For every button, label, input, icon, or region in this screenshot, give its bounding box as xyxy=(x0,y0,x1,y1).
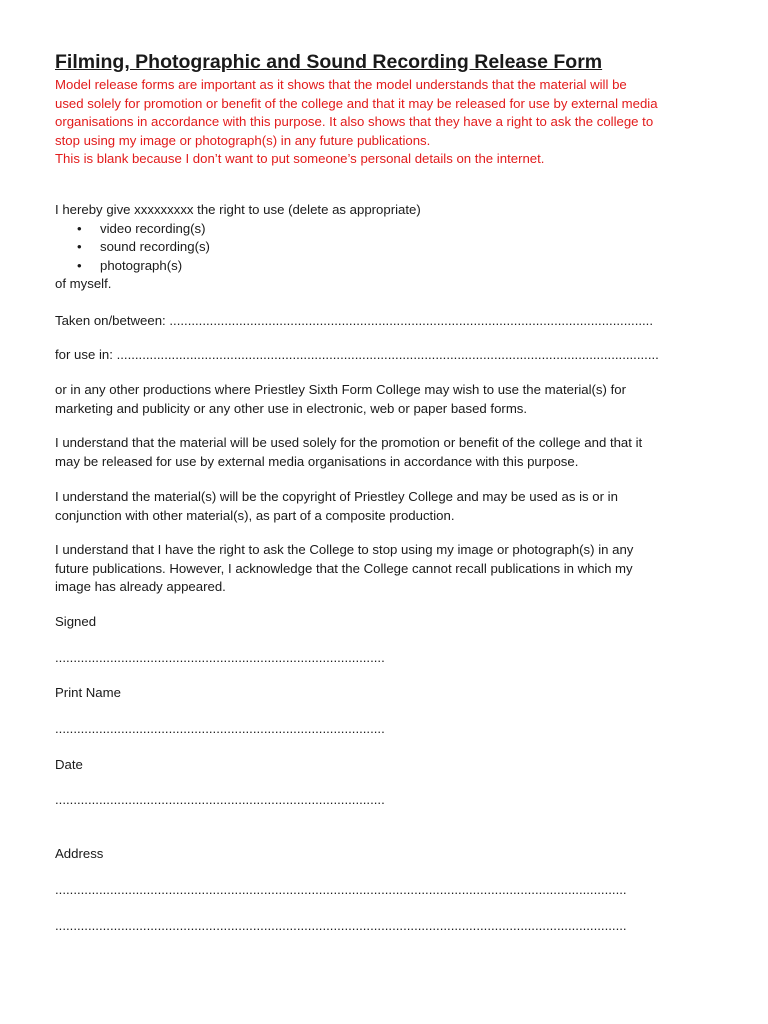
of-myself-text: of myself. xyxy=(55,276,112,291)
release-form xyxy=(55,50,715,933)
address-label: Address xyxy=(55,846,104,861)
note-line: used solely for promotion or benefit of the college and that it may be released for use by external media xyxy=(55,95,658,111)
note-line: stop using my image or photograph(s) in any future publications. xyxy=(55,132,431,148)
paragraph-line: image has already appeared. xyxy=(55,579,226,594)
paragraph-line: or in any other productions where Priestley Sixth Form College may wish to use the material(s) for xyxy=(55,382,626,397)
print-name-label: Print Name xyxy=(55,685,121,700)
option-sound: • sound recording(s) xyxy=(77,238,421,257)
paragraph-line: may be released for use by external media organisations in accordance with this purpose. xyxy=(55,453,579,469)
red-note xyxy=(55,76,715,169)
taken-on-field[interactable]: Taken on/between: .................................................................................................................................... xyxy=(55,313,654,328)
option-video: • video recording(s) xyxy=(77,220,421,239)
for-use-in-field[interactable]: for use in: .................................................................................................................................................... xyxy=(55,347,659,362)
signed-field[interactable]: .......................................................................................... xyxy=(55,650,385,665)
print-name-field[interactable]: .......................................................................................... xyxy=(55,721,385,736)
paragraph-rights xyxy=(55,541,633,597)
intro-block xyxy=(55,201,421,294)
paragraph-copyright xyxy=(55,488,618,525)
intro-text: I hereby give xxxxxxxxx the right to use (delete as appropriate) xyxy=(55,202,421,217)
paragraph-productions xyxy=(55,381,626,418)
address-field-line-2[interactable]: ............................................................................................................................................................ xyxy=(55,918,627,933)
note-line: Model release forms are important as it shows that the model understands that the material will be xyxy=(55,77,627,92)
form-title: Filming, Photographic and Sound Recording Release Form xyxy=(55,51,603,73)
paragraph-line: conjunction with other material(s), as part of a composite production. xyxy=(55,507,455,523)
paragraph-promotion xyxy=(55,434,642,471)
paragraph-line: I understand that the material will be used solely for the promotion or benefit of the college and that it xyxy=(55,435,643,450)
paragraph-line: I understand that I have the right to ask the College to stop using my image or photograph(s) in any xyxy=(55,542,634,557)
signed-label: Signed xyxy=(55,614,97,629)
paragraph-line: future publications. However, I acknowledge that the College cannot recall publications in which my xyxy=(55,560,633,576)
paragraph-line: I understand the material(s) will be the copyright of Priestley College and may be used as is or in xyxy=(55,489,618,504)
option-photograph: • photograph(s) xyxy=(77,257,421,276)
address-field-line-1[interactable]: ............................................................................................................................................................ xyxy=(55,882,627,897)
date-label: Date xyxy=(55,757,83,772)
usage-options xyxy=(55,220,421,276)
date-field[interactable]: .......................................................................................... xyxy=(55,792,385,807)
note-line: organisations in accordance with this purpose. It also shows that they have a right to ask the college to xyxy=(55,114,654,129)
paragraph-line: marketing and publicity or any other use in electronic, web or paper based forms. xyxy=(55,400,528,416)
note-line: This is blank because I don’t want to put someone’s personal details on the internet. xyxy=(55,151,545,166)
